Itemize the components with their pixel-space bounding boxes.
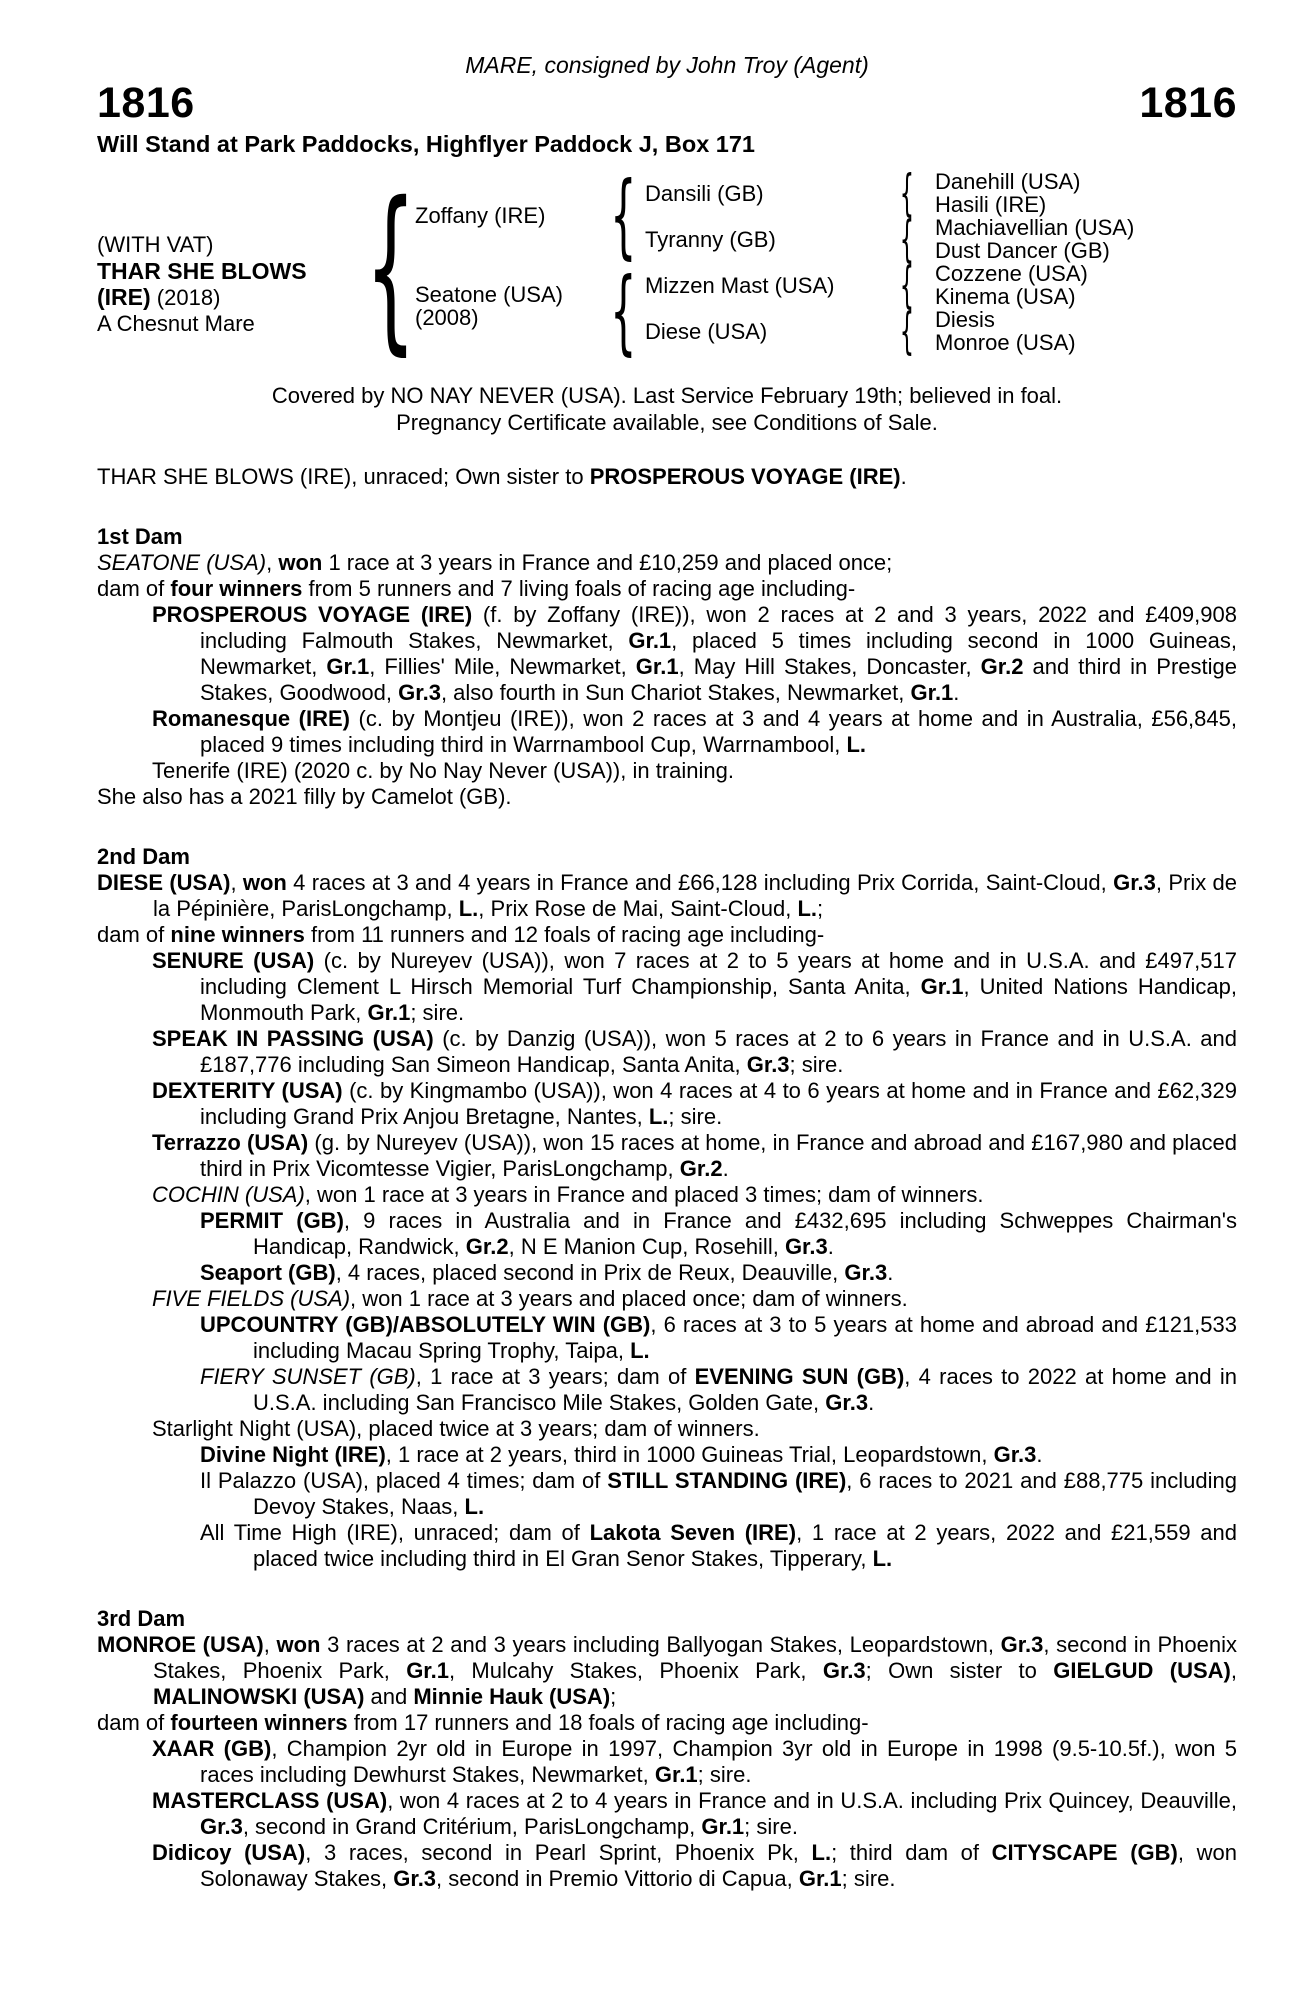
pedigree-brace-gp1: { bbox=[899, 210, 915, 268]
text-segment: Tenerife (IRE) (2020 c. by No Nay Never (USA)), in training. bbox=[152, 758, 734, 783]
pedigree-brace-gp2: { bbox=[899, 256, 915, 314]
text-segment: ; third dam of bbox=[831, 1840, 992, 1865]
text-segment: DEXTERITY (USA) bbox=[152, 1078, 343, 1103]
text-segment: , 1 race at 2 years, 2022 and £21,559 and placed twice including third in El Gran Senor Stakes, Tipperary, bbox=[253, 1520, 1238, 1571]
catalogue-paragraph bbox=[152, 602, 1237, 706]
text-segment: 1 race at 3 years in France and £10,259 and placed once; bbox=[322, 550, 893, 575]
text-segment: , Fillies' Mile, Newmarket, bbox=[369, 654, 636, 679]
text-segment: dam of bbox=[97, 576, 171, 601]
catalogue-paragraph bbox=[152, 1416, 1237, 1442]
text-segment: MALINOWSKI (USA) bbox=[153, 1684, 365, 1709]
text-segment: . bbox=[1036, 1442, 1043, 1467]
text-segment: four winners bbox=[170, 576, 303, 601]
pedigree-ggp-7: Monroe (USA) bbox=[935, 330, 1076, 355]
pedigree-ggp-6: Diesis bbox=[935, 307, 995, 332]
pedigree-ggp-1: Hasili (IRE) bbox=[935, 192, 1047, 217]
text-segment: , second in Premio Vittorio di Capua, bbox=[436, 1866, 799, 1891]
pedigree-grandparent-0: Dansili (GB) bbox=[645, 181, 764, 206]
text-segment: ; bbox=[610, 1684, 617, 1709]
text-segment: (c. by Montjeu (IRE)), won 2 races at 3 and 4 years at home and in Australia, £56,845, placed 9 times including third in Warrnambool Cup, Warrnambool, bbox=[200, 706, 1237, 757]
text-segment: She also has a 2021 filly by Camelot (GB). bbox=[97, 784, 512, 809]
lot-number-right: 1816 bbox=[1139, 79, 1237, 127]
text-segment: , second in Grand Critérium, ParisLongchamp, bbox=[242, 1814, 702, 1839]
text-segment: MONROE (USA) bbox=[97, 1632, 264, 1657]
catalogue-paragraph bbox=[152, 706, 1237, 758]
text-segment: , 6 races to 2021 and £88,775 including Devoy Stakes, Naas, bbox=[253, 1468, 1237, 1519]
catalogue-paragraph bbox=[200, 1208, 1237, 1260]
text-segment: Gr.3 bbox=[784, 1234, 828, 1259]
dam-heading: 2nd Dam bbox=[97, 844, 190, 869]
text-segment: COCHIN (USA) bbox=[152, 1182, 305, 1207]
text-segment: FIERY SUNSET (GB) bbox=[200, 1364, 416, 1389]
text-segment: (c. by Nureyev (USA)), won 7 races at 2 to 5 years at home and in U.S.A. and £497,517 including Clement L Hirsch Memorial Turf Championship, Santa Anita, bbox=[200, 948, 1238, 999]
text-segment: , Champion 2yr old in Europe in 1997, Champion 3yr old in Europe in 1998 (9.5-10.5f.), won 5 races including Dewhurst Stakes, Newmarket, bbox=[200, 1736, 1237, 1787]
text-segment: CITYSCAPE (GB) bbox=[991, 1840, 1178, 1865]
covering-line: Covered by NO NAY NEVER (USA). Last Service February 19th; believed in foal. bbox=[271, 383, 1063, 408]
text-segment: Gr.1 bbox=[406, 1658, 449, 1683]
vat-note: (WITH VAT) bbox=[97, 232, 214, 257]
pedigree-grandparent-3: Diese (USA) bbox=[645, 319, 768, 344]
text-segment: L. bbox=[872, 1546, 893, 1571]
pedigree-ggp-2: Machiavellian (USA) bbox=[935, 215, 1135, 240]
text-segment: . bbox=[722, 1156, 729, 1181]
text-segment: , placed 5 times including second in 1000 Guineas, Newmarket, bbox=[200, 628, 1237, 679]
dam-sections bbox=[97, 524, 1237, 1892]
text-segment: L. bbox=[846, 732, 866, 757]
lot-number-row bbox=[97, 80, 1237, 126]
text-segment: Gr.1 bbox=[798, 1866, 842, 1891]
text-segment: Gr.2 bbox=[679, 1156, 723, 1181]
catalogue-paragraph bbox=[97, 870, 1237, 922]
text-segment: dam of bbox=[97, 922, 171, 947]
text-segment: from 5 runners and 7 living foals of racing age including- bbox=[302, 576, 856, 601]
text-segment: Gr.3 bbox=[393, 1866, 437, 1891]
text-segment: Gr.3 bbox=[1000, 1632, 1044, 1657]
pedigree-dam-year: (2008) bbox=[415, 305, 479, 330]
text-segment: , Prix Rose de Mai, Saint-Cloud, bbox=[478, 896, 798, 921]
text-segment: , won 4 races at 2 to 4 years in France and in U.S.A. including Prix Quincey, Deauville, bbox=[387, 1788, 1237, 1813]
text-segment: , 1 race at 3 years; dam of bbox=[415, 1364, 695, 1389]
text-segment: . bbox=[868, 1390, 875, 1415]
text-segment: , 1 race at 2 years, third in 1000 Guineas Trial, Leopardstown, bbox=[385, 1442, 994, 1467]
text-segment: won bbox=[242, 870, 287, 895]
text-segment: Gr.1 bbox=[628, 628, 672, 653]
catalogue-paragraph bbox=[152, 1182, 1237, 1208]
text-segment: Gr.3 bbox=[825, 1390, 869, 1415]
consignor-line: MARE, consigned by John Troy (Agent) bbox=[465, 52, 869, 78]
text-segment: , won Solonaway Stakes, bbox=[200, 1840, 1237, 1891]
text-segment: Gr.1 bbox=[920, 974, 964, 999]
text-segment: Romanesque (IRE) bbox=[152, 706, 350, 731]
pedigree-brace-gp3: { bbox=[899, 302, 915, 360]
text-segment: XAAR (GB) bbox=[152, 1736, 272, 1761]
text-segment: 4 races at 3 and 4 years in France and £66,128 including Prix Corrida, Saint-Cloud, bbox=[286, 870, 1114, 895]
subject-year: (2018) bbox=[156, 285, 221, 310]
text-segment: 3 races at 2 and 3 years including Ballyogan Stakes, Leopardstown, bbox=[320, 1632, 1001, 1657]
catalogue-paragraph bbox=[200, 1442, 1237, 1468]
text-segment: , won 1 race at 3 years and placed once; dam of winners. bbox=[350, 1286, 908, 1311]
catalogue-paragraph bbox=[200, 1520, 1237, 1572]
text-segment: Gr.3 bbox=[746, 1052, 790, 1077]
text-segment: L. bbox=[648, 1104, 669, 1129]
text-segment: , second in Phoenix Stakes, Phoenix Park, bbox=[153, 1632, 1237, 1683]
text-segment: Terrazzo (USA) bbox=[152, 1130, 309, 1155]
text-segment: from 11 runners and 12 foals of racing age including- bbox=[304, 922, 825, 947]
text-segment: , 4 races, placed second in Prix de Reux, Deauville, bbox=[335, 1260, 845, 1285]
text-segment: EVENING SUN (GB) bbox=[694, 1364, 905, 1389]
text-segment: GIELGUD (USA) bbox=[1053, 1658, 1231, 1683]
text-segment: , May Hill Stakes, Doncaster, bbox=[678, 654, 981, 679]
pedigree-ggp-5: Kinema (USA) bbox=[935, 284, 1076, 309]
pedigree-grandparent-2: Mizzen Mast (USA) bbox=[645, 273, 835, 298]
text-segment: PROSPEROUS VOYAGE (IRE) bbox=[589, 464, 901, 489]
subject-suffix: (IRE) bbox=[97, 284, 151, 310]
subject-description: A Chesnut Mare bbox=[97, 311, 255, 336]
text-segment: . bbox=[900, 464, 907, 489]
text-segment: L. bbox=[630, 1338, 650, 1363]
catalogue-paragraph bbox=[152, 1130, 1237, 1182]
catalogue-paragraph bbox=[152, 758, 1237, 784]
catalogue-paragraph bbox=[97, 550, 1237, 576]
text-segment: Minnie Hauk (USA) bbox=[413, 1684, 611, 1709]
catalogue-paragraph bbox=[152, 1078, 1237, 1130]
text-segment: Gr.1 bbox=[910, 680, 954, 705]
text-segment: , 9 races in Australia and in France and £432,695 including Schweppes Chairman's Handicap, Randwick, bbox=[253, 1208, 1237, 1259]
subject-block bbox=[97, 232, 397, 337]
text-segment: , 4 races to 2022 at home and in U.S.A. including San Francisco Mile Stakes, Golden Gate, bbox=[253, 1364, 1237, 1415]
text-segment: (c. by Kingmambo (USA)), won 4 races at 4 to 6 years at home and in France and £62,329 including Grand Prix Anjou Bretagne, Nantes, bbox=[200, 1078, 1237, 1129]
pregnancy-certificate-line: Pregnancy Certificate available, see Conditions of Sale. bbox=[396, 410, 938, 435]
catalogue-paragraph bbox=[152, 1736, 1237, 1788]
text-segment: DIESE (USA) bbox=[97, 870, 231, 895]
catalogue-paragraph bbox=[97, 1710, 1237, 1736]
text-segment: fourteen winners bbox=[170, 1710, 348, 1735]
text-segment: , bbox=[266, 550, 279, 575]
text-segment: ; sire. bbox=[410, 1000, 465, 1025]
pedigree-dam bbox=[415, 283, 563, 329]
text-segment: , won 1 race at 3 years in France and placed 3 times; dam of winners. bbox=[304, 1182, 984, 1207]
text-segment: ; sire. bbox=[668, 1104, 723, 1129]
catalogue-paragraph bbox=[97, 576, 1237, 602]
catalogue-paragraph bbox=[200, 1364, 1237, 1416]
subject-name: THAR SHE BLOWS bbox=[97, 258, 307, 284]
lot-number-left: 1816 bbox=[97, 79, 195, 127]
catalogue-paragraph bbox=[97, 922, 1237, 948]
pedigree-grandparent-1: Tyranny (GB) bbox=[645, 227, 776, 252]
text-segment: PERMIT (GB) bbox=[200, 1208, 344, 1233]
text-segment: L. bbox=[464, 1494, 485, 1519]
text-segment: Gr.3 bbox=[200, 1814, 243, 1839]
text-segment: (f. by Zoffany (IRE)), won 2 races at 2 and 3 years, 2022 and £409,908 including Falmouth Stakes, Newmarket, bbox=[200, 602, 1237, 653]
text-segment: , N E Manion Cup, Rosehill, bbox=[508, 1234, 785, 1259]
catalogue-paragraph bbox=[152, 1788, 1237, 1840]
text-segment: Seaport (GB) bbox=[200, 1260, 336, 1285]
text-segment: (g. by Nureyev (USA)), won 15 races at home, in France and abroad and £167,980 and placed third in Prix Vicomtesse Vigier, ParisLongchamp, bbox=[200, 1130, 1237, 1181]
pedigree-brace-sire: { bbox=[609, 162, 637, 269]
text-segment: , also fourth in Sun Chariot Stakes, Newmarket, bbox=[440, 680, 911, 705]
text-segment: Gr.2 bbox=[980, 654, 1024, 679]
stand-location-line: Will Stand at Park Paddocks, Highflyer Paddock J, Box 171 bbox=[97, 131, 755, 157]
text-segment: L. bbox=[811, 1840, 832, 1865]
pedigree-ggp-0: Danehill (USA) bbox=[935, 169, 1081, 194]
text-segment: . bbox=[827, 1234, 834, 1259]
text-segment: Gr.1 bbox=[326, 654, 370, 679]
text-segment: , 3 races, second in Pearl Sprint, Phoenix Pk, bbox=[305, 1840, 812, 1865]
dam-heading: 3rd Dam bbox=[97, 1606, 186, 1631]
pedigree-dam-name: Seatone (USA) bbox=[415, 282, 563, 307]
text-segment: ; sire. bbox=[841, 1866, 896, 1891]
text-segment: Gr.1 bbox=[367, 1000, 411, 1025]
text-segment: Gr.3 bbox=[1113, 870, 1156, 895]
text-segment: Gr.3 bbox=[822, 1658, 866, 1683]
text-segment: MASTERCLASS (USA) bbox=[152, 1788, 388, 1813]
text-segment: All Time High (IRE), unraced; dam of bbox=[200, 1520, 590, 1545]
text-segment: and bbox=[364, 1684, 414, 1709]
text-segment: , bbox=[230, 870, 243, 895]
text-segment: won bbox=[276, 1632, 321, 1657]
text-segment: . bbox=[887, 1260, 894, 1285]
text-segment: Divine Night (IRE) bbox=[200, 1442, 386, 1467]
catalogue-paragraph bbox=[97, 1632, 1237, 1710]
catalogue-paragraph bbox=[152, 1026, 1237, 1078]
text-segment: Gr.2 bbox=[465, 1234, 509, 1259]
covering-statement bbox=[97, 382, 1237, 436]
text-segment: Gr.3 bbox=[993, 1442, 1037, 1467]
text-segment: from 17 runners and 18 foals of racing age including- bbox=[347, 1710, 869, 1735]
catalogue-paragraph bbox=[200, 1468, 1237, 1520]
text-segment: ; sire. bbox=[789, 1052, 844, 1077]
pedigree-brace-dam: { bbox=[609, 258, 637, 365]
text-segment: Gr.1 bbox=[635, 654, 679, 679]
dam-heading: 1st Dam bbox=[97, 524, 183, 549]
text-segment: L. bbox=[797, 896, 817, 921]
pedigree-table bbox=[97, 162, 1237, 371]
pedigree-sire: Zoffany (IRE) bbox=[415, 203, 546, 228]
catalogue-paragraph bbox=[152, 1840, 1237, 1892]
text-segment: FIVE FIELDS (USA) bbox=[152, 1286, 351, 1311]
text-segment: Gr.3 bbox=[844, 1260, 888, 1285]
subject-summary bbox=[97, 464, 1237, 490]
text-segment: , bbox=[1230, 1658, 1237, 1683]
catalogue-paragraph bbox=[152, 1286, 1237, 1312]
text-segment: and third in Prestige Stakes, Goodwood, bbox=[200, 654, 1237, 705]
text-segment: SEATONE (USA) bbox=[97, 550, 267, 575]
text-segment: STILL STANDING (IRE) bbox=[607, 1468, 847, 1493]
pedigree-ggp-4: Cozzene (USA) bbox=[935, 261, 1088, 286]
text-segment: SENURE (USA) bbox=[152, 948, 315, 973]
text-segment: , Mulcahy Stakes, Phoenix Park, bbox=[449, 1658, 823, 1683]
text-segment: ; bbox=[817, 896, 824, 921]
text-segment: Didicoy (USA) bbox=[152, 1840, 306, 1865]
text-segment: , United Nations Handicap, Monmouth Park, bbox=[200, 974, 1237, 1025]
text-segment: (c. by Danzig (USA)), won 5 races at 2 to 6 years in France and in U.S.A. and £187,776 including San Simeon Handicap, Santa Anita, bbox=[200, 1026, 1238, 1077]
text-segment: Starlight Night (USA), placed twice at 3 years; dam of winners. bbox=[152, 1416, 760, 1441]
text-segment: Lakota Seven (IRE) bbox=[589, 1520, 797, 1545]
text-segment: ; Own sister to bbox=[865, 1658, 1054, 1683]
text-segment: nine winners bbox=[170, 922, 305, 947]
text-segment: THAR SHE BLOWS (IRE), unraced; Own sister to bbox=[97, 464, 590, 489]
text-segment: Il Palazzo (USA), placed 4 times; dam of bbox=[200, 1468, 608, 1493]
text-segment: Gr.3 bbox=[398, 680, 441, 705]
text-segment: PROSPEROUS VOYAGE (IRE) bbox=[152, 602, 473, 627]
text-segment: , 6 races at 3 to 5 years at home and abroad and £121,533 including Macau Spring Trophy, Taipa, bbox=[253, 1312, 1237, 1363]
text-segment: . bbox=[953, 680, 960, 705]
catalogue-paragraph bbox=[97, 784, 1237, 810]
text-segment: Gr.1 bbox=[654, 1762, 698, 1787]
pedigree-brace-gp0: { bbox=[899, 164, 915, 222]
text-segment: SPEAK IN PASSING (USA) bbox=[152, 1026, 434, 1051]
text-segment: , Prix de la Pépinière, ParisLongchamp, bbox=[153, 870, 1237, 921]
pedigree-brace-subject: { bbox=[365, 164, 417, 371]
text-segment: UPCOUNTRY (GB)/ABSOLUTELY WIN (GB) bbox=[200, 1312, 651, 1337]
catalogue-paragraph bbox=[152, 948, 1237, 1026]
text-segment: won bbox=[278, 550, 323, 575]
catalogue-paragraph bbox=[200, 1312, 1237, 1364]
text-segment: ; sire. bbox=[697, 1762, 752, 1787]
text-segment: dam of bbox=[97, 1710, 171, 1735]
text-segment: L. bbox=[458, 896, 479, 921]
text-segment: ; sire. bbox=[744, 1814, 798, 1839]
pedigree-ggp-3: Dust Dancer (GB) bbox=[935, 238, 1110, 263]
catalogue-paragraph bbox=[200, 1260, 1237, 1286]
text-segment: , bbox=[263, 1632, 277, 1657]
text-segment: Gr.1 bbox=[701, 1814, 745, 1839]
